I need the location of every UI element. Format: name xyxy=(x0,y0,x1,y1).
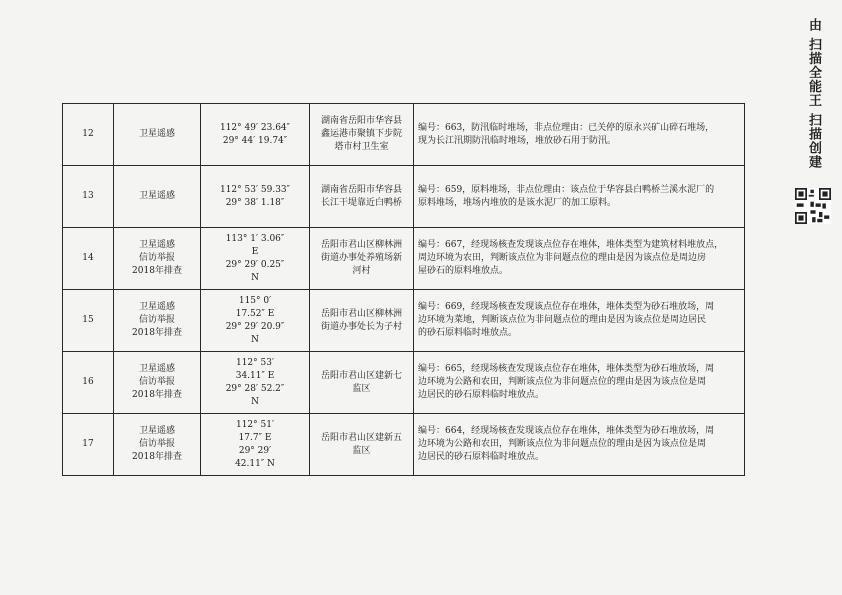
row-number: 14 xyxy=(63,228,114,290)
row-number: 15 xyxy=(63,290,114,352)
row-source: 卫星遥感 信访举报 2018年排查 xyxy=(114,352,201,414)
row-source: 卫星遥感 信访举报 2018年排查 xyxy=(114,228,201,290)
row-description: 编号：665，经现场核查发现该点位存在堆体，堆体类型为砂石堆放场，周 边环境为公路和农田，判断该点位为非问题点位的理由是因为该点位是周 边居民的砂石原料临时堆放点。 xyxy=(414,352,745,414)
row-description: 编号：664，经现场核查发现该点位存在堆体，堆体类型为砂石堆放场，周 边环境为公路和农田，判断该点位为非问题点位的理由是因为该点位是周 边居民的砂石原料临时堆放点。 xyxy=(414,414,745,476)
table-row xyxy=(63,228,745,290)
row-location: 岳阳市君山区柳林洲 街道办事处长为子村 xyxy=(310,290,414,352)
row-coordinates: 112° 53′ 34.11″ E 29° 28′ 52.2″ N xyxy=(201,352,310,414)
row-description: 编号：667，经现场核查发现该点位存在堆体，堆体类型为建筑材料堆放点， 周边环境为农田，判断该点位为非问题点位的理由是因为该点位是周边房 屋砂石的原料堆放点。 xyxy=(414,228,745,290)
table-row xyxy=(63,290,745,352)
row-location: 岳阳市君山区柳林洲 街道办事处养殖场新 河村 xyxy=(310,228,414,290)
table-row xyxy=(63,352,745,414)
site-table xyxy=(62,103,745,476)
row-coordinates: 115° 0′ 17.52″ E 29° 29′ 20.9″ N xyxy=(201,290,310,352)
watermark-text: 由 扫描全能王 扫描创建 xyxy=(806,18,821,170)
row-description: 编号：663，防汛临时堆场，非点位理由：已关停的原永兴矿山碎石堆场， 现为长江汛期防汛临时堆场，堆放砂石用于防汛。 xyxy=(414,104,745,166)
row-location: 湖南省岳阳市华容县 鑫运港市聚镇下步院 塔市村卫生室 xyxy=(310,104,414,166)
row-coordinates: 113° 1′ 3.06″ E 29° 29′ 0.25″ N xyxy=(201,228,310,290)
table-row xyxy=(63,414,745,476)
table-row xyxy=(63,104,745,166)
row-coordinates: 112° 49′ 23.64″ 29° 44′ 19.74″ xyxy=(201,104,310,166)
row-source: 卫星遥感 信访举报 2018年排查 xyxy=(114,290,201,352)
row-location: 岳阳市君山区建新七 监区 xyxy=(310,352,414,414)
row-number: 13 xyxy=(63,166,114,228)
row-description: 编号：669，经现场核查发现该点位存在堆体，堆体类型为砂石堆放场，周 边环境为菜地，判断该点位为非问题点位的理由是因为该点位是周边居民 的砂石原料临时堆放点。 xyxy=(414,290,745,352)
row-location: 湖南省岳阳市华容县 长江干堤靠近白鸭桥 xyxy=(310,166,414,228)
row-number: 12 xyxy=(63,104,114,166)
row-description: 编号：659，原料堆场，非点位理由：该点位于华容县白鸭桥兰溪水泥厂的 原料堆场，堆场内堆放的是该水泥厂的加工原料。 xyxy=(414,166,745,228)
row-coordinates: 112° 51′ 17.7″ E 29° 29′ 42.11″ N xyxy=(201,414,310,476)
qr-code-icon xyxy=(795,188,831,224)
row-location: 岳阳市君山区建新五 监区 xyxy=(310,414,414,476)
row-number: 17 xyxy=(63,414,114,476)
row-coordinates: 112° 53′ 59.33″ 29° 38′ 1.18″ xyxy=(201,166,310,228)
row-number: 16 xyxy=(63,352,114,414)
row-source: 卫星遥感 xyxy=(114,104,201,166)
row-source: 卫星遥感 xyxy=(114,166,201,228)
row-source: 卫星遥感 信访举报 2018年排查 xyxy=(114,414,201,476)
table-row xyxy=(63,166,745,228)
